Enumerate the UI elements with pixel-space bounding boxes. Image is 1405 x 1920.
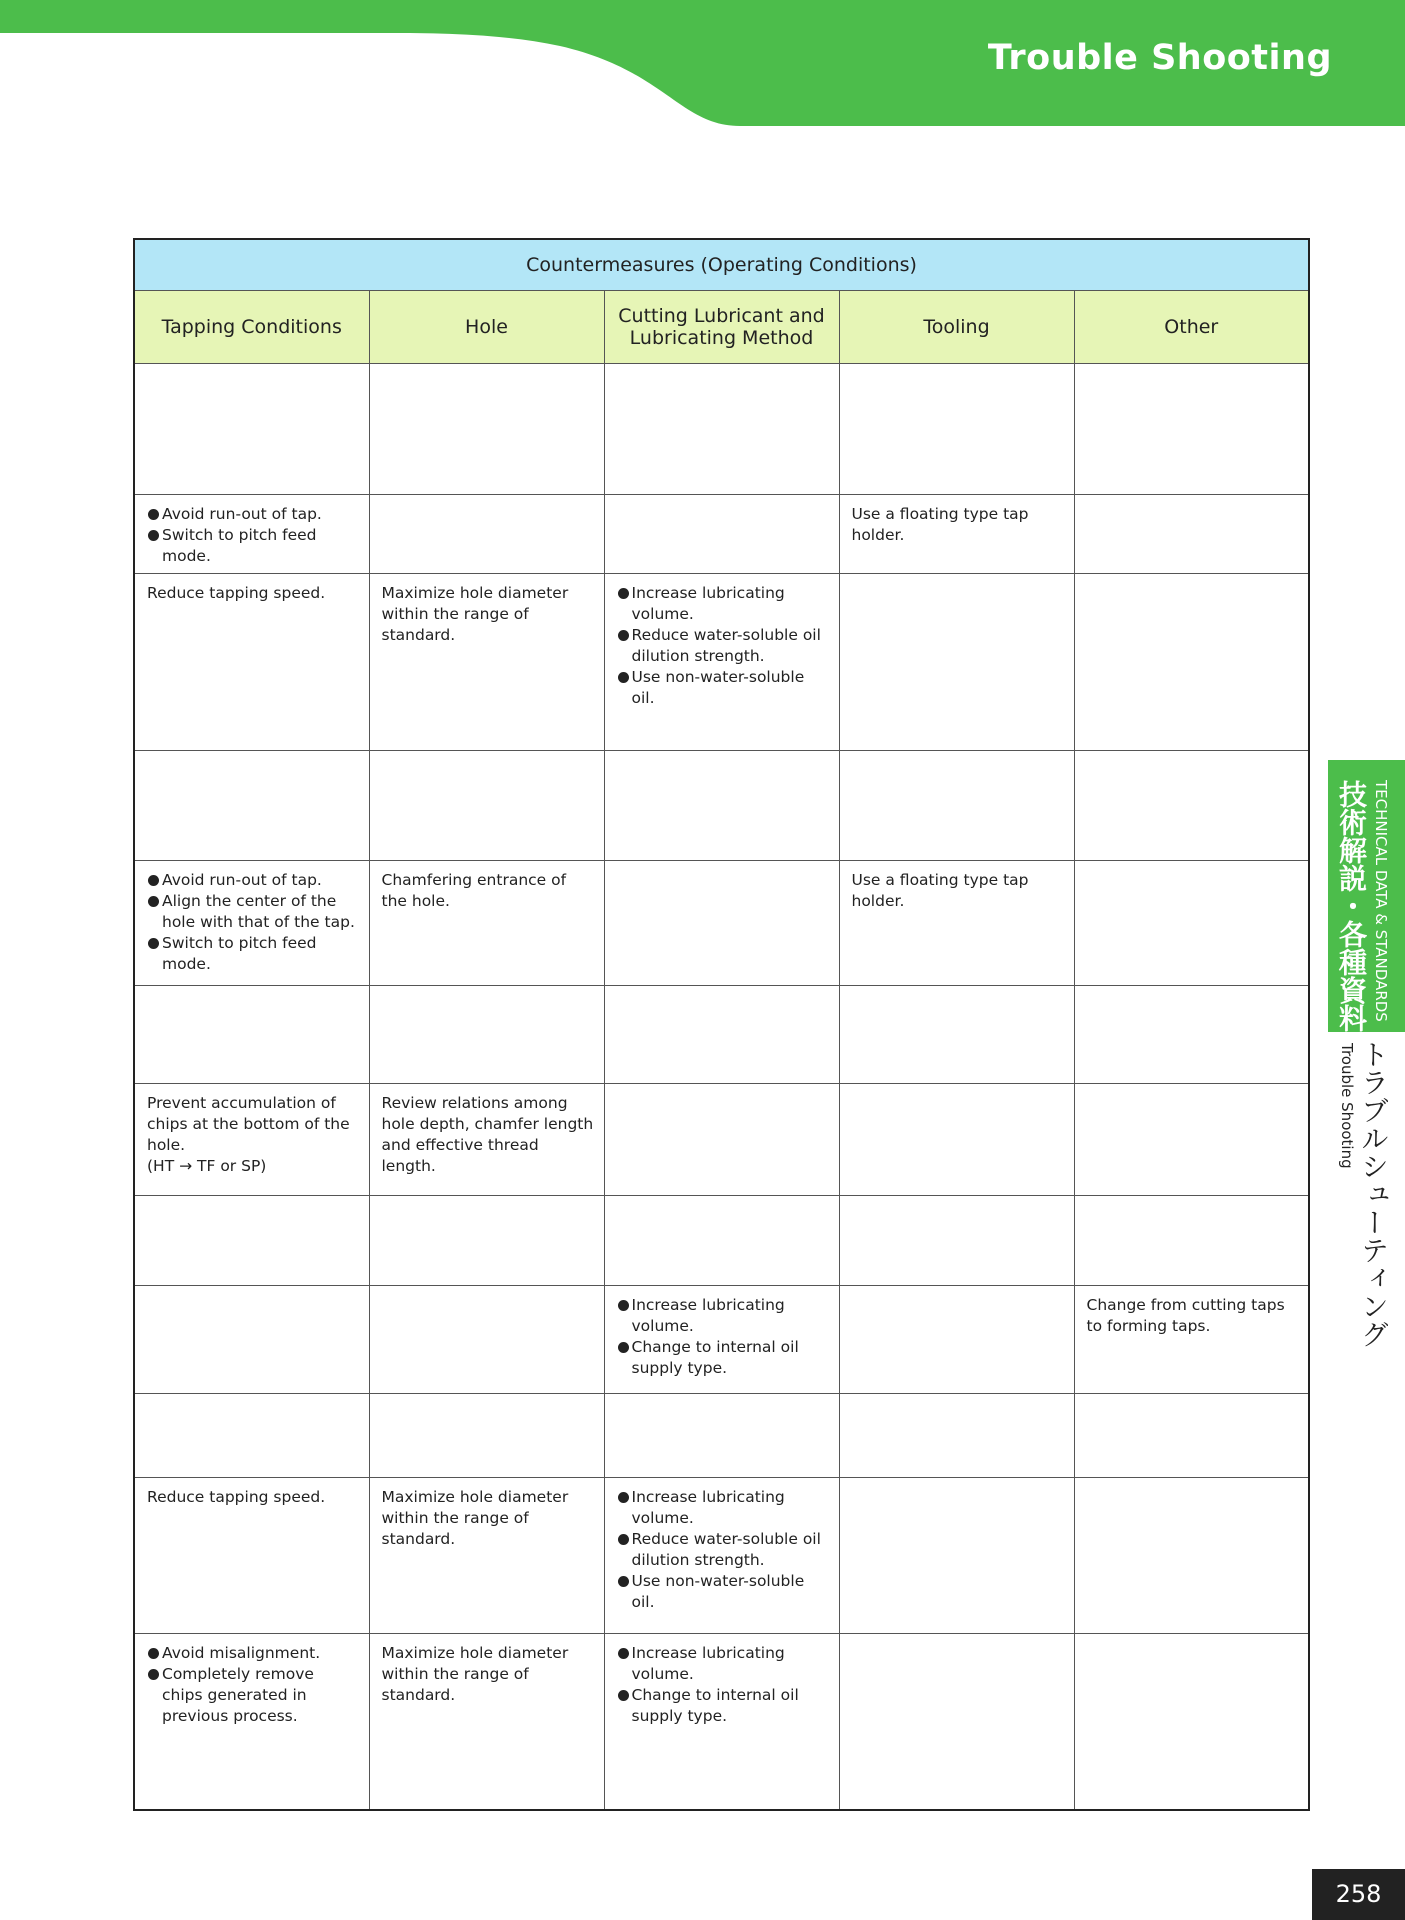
table-cell — [369, 1634, 604, 1810]
table-cell — [1074, 1478, 1309, 1634]
bullet-list — [147, 504, 359, 567]
topic-label-jp: トラブルシューティング — [1357, 1040, 1390, 1348]
bullet-list — [617, 1487, 829, 1613]
bullet-item: Increase lubricating volume. — [617, 1295, 829, 1337]
cell-text: Reduce tapping speed. — [147, 584, 326, 602]
table-cell — [134, 1286, 369, 1394]
section-label-jp: 技術解説・各種資料 — [1335, 780, 1368, 1032]
table-cell — [839, 1394, 1074, 1478]
table-cell — [134, 1634, 369, 1810]
table-row — [134, 1394, 1309, 1478]
table-cell — [369, 1286, 604, 1394]
cell-text: Review relations among hole depth, chamfer length and effective thread length. — [381, 1094, 594, 1175]
table-cell — [604, 1084, 839, 1196]
table-cell — [604, 364, 839, 495]
table-row — [134, 1286, 1309, 1394]
topic-label-en: Trouble Shooting — [1338, 1043, 1356, 1169]
bullet-item: Avoid run-out of tap. — [147, 504, 359, 525]
bullet-item: Switch to pitch feed mode. — [147, 525, 359, 567]
bullet-item: Completely remove chips generated in previous process. — [147, 1664, 359, 1727]
table-row — [134, 495, 1309, 574]
table-cell — [1074, 1634, 1309, 1810]
table-row — [134, 861, 1309, 986]
section-label-en: TECHNICAL DATA & STANDARDS — [1372, 780, 1390, 1022]
table-cell — [839, 1084, 1074, 1196]
table-cell — [604, 986, 839, 1084]
table-cell — [604, 1478, 839, 1634]
table-cell — [369, 574, 604, 751]
cell-text: Change from cutting taps to forming taps. — [1086, 1296, 1285, 1335]
bullet-item: Reduce water-soluble oil dilution strength. — [617, 625, 829, 667]
table-cell — [369, 1196, 604, 1286]
cell-text: Maximize hole diameter within the range of standard. — [381, 584, 569, 644]
table-cell — [1074, 751, 1309, 861]
table-cell — [134, 1394, 369, 1478]
table-cell — [134, 986, 369, 1084]
table-cell — [1074, 986, 1309, 1084]
table-cell — [839, 861, 1074, 986]
table-cell — [134, 574, 369, 751]
table-cell — [134, 751, 369, 861]
bullet-item: Change to internal oil supply type. — [617, 1685, 829, 1727]
bullet-item: Increase lubricating volume. — [617, 583, 829, 625]
bullet-item: Align the center of the hole with that of the tap. — [147, 891, 359, 933]
column-header: Tooling — [839, 291, 1074, 364]
table-row — [134, 1634, 1309, 1810]
bullet-list — [617, 583, 829, 709]
countermeasures-table — [133, 238, 1310, 1811]
table-row — [134, 364, 1309, 495]
table-cell — [369, 1478, 604, 1634]
table-cell — [134, 495, 369, 574]
table-cell — [839, 751, 1074, 861]
table-cell — [839, 1286, 1074, 1394]
bullet-item: Use non-water-soluble oil. — [617, 667, 829, 709]
bullet-item: Increase lubricating volume. — [617, 1487, 829, 1529]
bullet-item: Avoid misalignment. — [147, 1643, 359, 1664]
table-cell — [1074, 574, 1309, 751]
bullet-list — [147, 1643, 359, 1727]
table-cell — [369, 1394, 604, 1478]
table-title-row — [134, 239, 1309, 291]
cell-text: Use a floating type tap holder. — [851, 505, 1029, 544]
table-row — [134, 1478, 1309, 1634]
bullet-list — [617, 1295, 829, 1379]
column-header: Tapping Conditions — [134, 291, 369, 364]
table-cell — [839, 495, 1074, 574]
column-header: Other — [1074, 291, 1309, 364]
table-cell — [604, 1394, 839, 1478]
column-header-row — [134, 291, 1309, 364]
column-header: Cutting Lubricant and Lubricating Method — [604, 291, 839, 364]
table-cell — [604, 574, 839, 751]
cell-text: Use a floating type tap holder. — [851, 871, 1029, 910]
table-cell — [369, 364, 604, 495]
table-cell — [1074, 861, 1309, 986]
bullet-item: Use non-water-soluble oil. — [617, 1571, 829, 1613]
table-cell — [1074, 1394, 1309, 1478]
bullet-item: Switch to pitch feed mode. — [147, 933, 359, 975]
column-header: Hole — [369, 291, 604, 364]
table-cell — [369, 861, 604, 986]
bullet-item: Change to internal oil supply type. — [617, 1337, 829, 1379]
table-cell — [839, 1634, 1074, 1810]
table-row — [134, 1084, 1309, 1196]
table-cell — [134, 364, 369, 495]
table-cell — [604, 1634, 839, 1810]
table-cell — [604, 495, 839, 574]
bullet-list — [617, 1643, 829, 1727]
table-cell — [839, 986, 1074, 1084]
cell-text: Maximize hole diameter within the range of standard. — [381, 1488, 569, 1548]
table-cell — [134, 861, 369, 986]
cell-text: Prevent accumulation of chips at the bottom of the hole. (HT → TF or SP) — [147, 1094, 350, 1175]
table-cell — [604, 1196, 839, 1286]
table-row — [134, 986, 1309, 1084]
table-cell — [839, 1196, 1074, 1286]
table-cell — [604, 751, 839, 861]
bullet-list — [147, 870, 359, 975]
table-cell — [1074, 364, 1309, 495]
table-cell — [1074, 1084, 1309, 1196]
table-row — [134, 751, 1309, 861]
page-number: 258 — [1312, 1869, 1405, 1920]
table-row — [134, 1196, 1309, 1286]
bullet-item: Increase lubricating volume. — [617, 1643, 829, 1685]
table-cell — [369, 1084, 604, 1196]
table-cell — [134, 1084, 369, 1196]
table-cell — [369, 751, 604, 861]
table-cell — [604, 861, 839, 986]
cell-text: Chamfering entrance of the hole. — [381, 871, 567, 910]
table-cell — [1074, 1286, 1309, 1394]
table-cell — [1074, 1196, 1309, 1286]
table-cell — [839, 1478, 1074, 1634]
page-title: Trouble Shooting — [987, 38, 1332, 78]
table-cell — [839, 364, 1074, 495]
cell-text: Maximize hole diameter within the range of standard. — [381, 1644, 569, 1704]
cell-text: Reduce tapping speed. — [147, 1488, 326, 1506]
table-cell — [604, 1286, 839, 1394]
table-title: Countermeasures (Operating Conditions) — [134, 239, 1309, 291]
table-cell — [1074, 495, 1309, 574]
bullet-item: Avoid run-out of tap. — [147, 870, 359, 891]
table-cell — [369, 986, 604, 1084]
table-row — [134, 574, 1309, 751]
bullet-item: Reduce water-soluble oil dilution strength. — [617, 1529, 829, 1571]
table-cell — [134, 1478, 369, 1634]
table-cell — [839, 574, 1074, 751]
table-cell — [369, 495, 604, 574]
table-cell — [134, 1196, 369, 1286]
